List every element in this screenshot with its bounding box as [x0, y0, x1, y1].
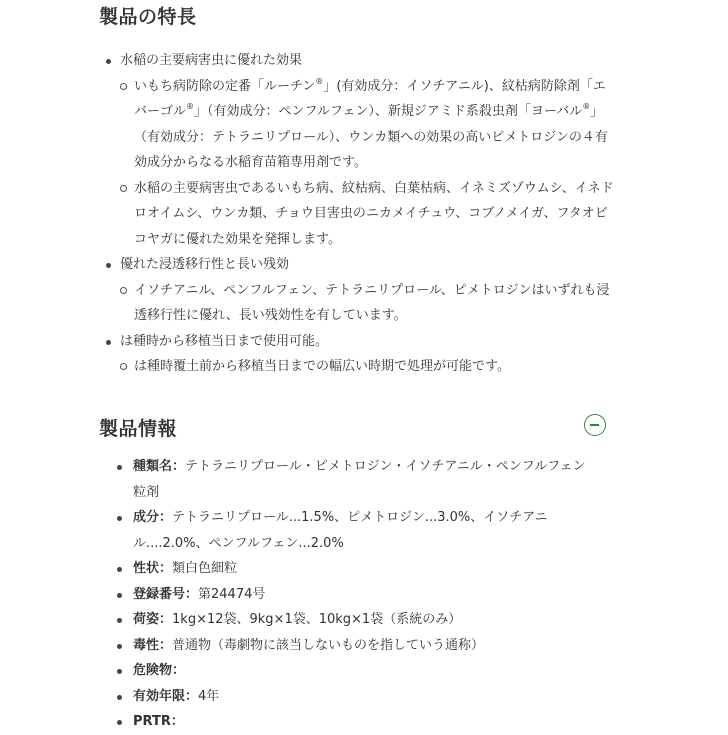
feature-item-label: 優れた浸透移行性と長い残効 — [120, 257, 290, 272]
feature-subitem-text: 水稲の主要病害虫であるいもち病、紋枯病、白葉枯病、イネミズゾウムシ、イネドロオイムシ、ウンカ類、チョウ目害虫のニカメイチュウ、コブノメイガ、フタオビコヤガに優れた効果を発揮します。 — [134, 180, 614, 247]
feature-subitem-text-4: 」（有効成分：テトラニリプロール）、ウンカ類への効果の高いピメトロジンの４有効成分からなる水稲育苗箱専用剤です。 — [134, 104, 608, 170]
feature-item-label: 水稲の主要病害虫に優れた効果 — [120, 53, 303, 68]
feature-subitem-text-2: 」(有効成分：イソチアニル)、紋枯病防除剤「エバーゴル — [134, 78, 606, 119]
info-row-toxicity — [117, 633, 597, 659]
feature-item-label: は種時から移植当日まで使用可能。 — [120, 333, 329, 349]
product-info-list — [117, 454, 597, 735]
info-value: テトラニリプロール...1.5%、ピメトロジン...3.0%、イソチアニル....2.0%、ペンフルフェン...2.0% — [133, 510, 548, 551]
features-list — [106, 48, 616, 380]
feature-subitem — [120, 176, 616, 253]
feature-subitem-text-3: 」（有効成分：ペンフルフェン）、新規ジアミド系殺虫剤「ヨーバル — [194, 104, 583, 119]
info-key: 有効年限： — [133, 688, 199, 704]
info-value: 1kg×12袋、9kg×1袋、10kg×1袋（系統のみ） — [172, 612, 462, 627]
feature-subitem — [120, 354, 616, 380]
info-key: PRTR： — [133, 714, 184, 729]
info-value: テトラニリプロール・ピメトロジン・イソチアニル・ペンフルフェン粒剤 — [133, 459, 586, 500]
info-row-hazardous — [117, 658, 597, 684]
feature-sublist — [120, 354, 616, 380]
info-value: 第24474号 — [198, 586, 266, 602]
feature-sublist — [120, 74, 616, 253]
info-row-prtr — [117, 709, 597, 735]
registered-mark: ® — [186, 102, 195, 111]
info-key: 成分： — [133, 510, 173, 525]
info-key: 種類名： — [133, 459, 186, 474]
feature-subitem-text: は種時覆土前から移植当日までの幅広い時期で処理が可能です。 — [134, 359, 510, 374]
feature-sublist — [120, 278, 616, 329]
feature-subitem — [120, 278, 616, 329]
info-key: 危険物： — [133, 663, 186, 678]
info-row-ingredients — [117, 505, 597, 556]
info-key: 登録番号： — [133, 586, 199, 602]
info-row-expiry — [117, 684, 597, 710]
feature-item — [106, 48, 616, 252]
feature-item — [106, 329, 616, 380]
feature-subitem — [120, 74, 616, 176]
info-key: 性状： — [133, 561, 173, 576]
info-row-properties — [117, 556, 597, 582]
feature-subitem-text: イソチアニル、ペンフルフェン、テトラニリプロール、ピメトロジンはいずれも浸透移行性に優れ、長い残効性を有しています。 — [134, 282, 610, 323]
info-row-type — [117, 454, 597, 505]
product-info-heading: 製品情報 — [99, 418, 178, 440]
info-key: 毒性： — [133, 637, 173, 653]
info-value: 普通物（毒劇物に該当しないものを指していう通称） — [172, 637, 485, 653]
registered-mark: ® — [582, 102, 591, 111]
features-heading: 製品の特長 — [99, 6, 197, 28]
feature-item — [106, 252, 616, 329]
info-value: 類白色細粒 — [172, 561, 238, 576]
feature-subitem-text-1: いもち病防除の定番「ルーチン — [134, 78, 316, 94]
registered-mark: ® — [315, 76, 324, 86]
minus-circle-icon[interactable] — [584, 414, 606, 436]
info-value: 4年 — [198, 688, 220, 704]
info-row-registration — [117, 582, 597, 608]
info-key: 荷姿： — [133, 612, 173, 627]
info-row-packaging — [117, 607, 597, 633]
